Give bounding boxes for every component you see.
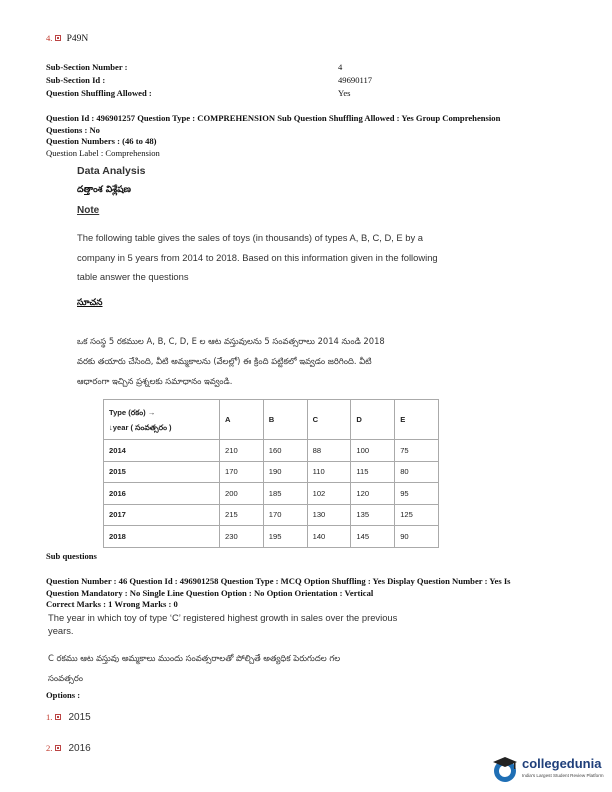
table-row: [104, 461, 439, 483]
table-cell: 140: [307, 526, 351, 548]
table-corner-header: [104, 400, 220, 440]
meta-value-subsection-id: 49690117: [338, 75, 373, 85]
row-year: 2015: [104, 461, 220, 483]
sales-table: [103, 399, 439, 548]
table-cell: 195: [263, 526, 307, 548]
question-46-text-te-1: C రకము ఆట వస్తువు అమ్మకాలు ముందు సంవత్సరాలతో పోల్చితే అత్యధిక పెరుగుదల గల: [48, 653, 341, 663]
table-cell: 75: [395, 440, 439, 462]
table-cell: 190: [263, 461, 307, 483]
telugu-line-2: వరకు తయారు చేసింది, వీటి అమ్మకాలను (వేలల్లో) ఈ క్రింది పట్టికలో ఇవ్వడం జరిగింది. వీటి: [77, 356, 372, 366]
column-header-e: E: [395, 400, 439, 440]
table-cell: 130: [307, 504, 351, 526]
table-cell: 170: [263, 504, 307, 526]
meta-label-subsection-number: Sub-Section Number :: [46, 62, 128, 72]
table-cell: 95: [395, 483, 439, 505]
question-46-line2: Question Mandatory : No Single Line Question Option : No Option Orientation : Vertical: [46, 587, 374, 598]
table-cell: 80: [395, 461, 439, 483]
question-46-text-te-2: సంవత్సరం: [48, 673, 84, 683]
question-info-line2: Questions : No: [46, 124, 100, 135]
question-header: [46, 33, 88, 44]
table-row: [104, 526, 439, 548]
table-cell: 230: [220, 526, 264, 548]
note-text: [77, 228, 497, 287]
brand-tagline: India's Largest Student Review Platform: [522, 773, 604, 778]
collegedunia-logo: [490, 752, 610, 788]
graduate-icon: [490, 754, 520, 784]
question-index: 4.: [46, 33, 53, 43]
option-number: 1.: [46, 712, 53, 722]
table-cell: 115: [351, 461, 395, 483]
question-numbers: Question Numbers : (46 to 48): [46, 136, 157, 147]
telugu-line-3: ఆధారంగా ఇచ్చిన ప్రశ్నలకు సమాధానం ఇవ్వండి.: [77, 376, 233, 386]
table-cell: 170: [220, 461, 264, 483]
table-cell: 210: [220, 440, 264, 462]
question-label: Question Label : Comprehension: [46, 147, 160, 158]
table-cell: 125: [395, 504, 439, 526]
telugu-note: [77, 331, 477, 391]
table-cell: 215: [220, 504, 264, 526]
question-code: P49N: [66, 34, 89, 44]
option-1[interactable]: [46, 707, 91, 725]
row-year: 2018: [104, 526, 220, 548]
question-46-text-en: [48, 612, 468, 637]
table-cell: 88: [307, 440, 351, 462]
suchana-label: సూచన: [77, 298, 103, 308]
table-cell: 200: [220, 483, 264, 505]
column-header-a: A: [220, 400, 264, 440]
table-cell: 185: [263, 483, 307, 505]
image-placeholder-icon: [55, 35, 61, 41]
table-cell: 135: [351, 504, 395, 526]
meta-value-subsection-number: 4: [338, 62, 343, 72]
meta-labels: [46, 61, 152, 100]
table-header-row: [104, 400, 439, 440]
row-year: 2017: [104, 504, 220, 526]
type-header: Type (రకం) →: [109, 407, 156, 417]
options-label: Options :: [46, 690, 81, 700]
table-cell: 145: [351, 526, 395, 548]
telugu-line-1: ఒక సంస్థ 5 రకముల A, B, C, D, E ల ఆట వస్తువులను 5 సంవత్సరాలు 2014 నుండి 2018: [77, 336, 385, 346]
question-46-line1: Question Number : 46 Question Id : 496901258 Question Type : MCQ Option Shuffling : Yes Display Question Number : Yes Is: [46, 576, 511, 586]
question-46-text-en-1: The year in which toy of type ‘C’ registered highest growth in sales over the previous: [48, 612, 398, 623]
column-header-c: C: [307, 400, 351, 440]
row-year: 2014: [104, 440, 220, 462]
option-text: 2016: [68, 743, 91, 754]
column-header-b: B: [263, 400, 307, 440]
option-text: 2015: [68, 712, 91, 723]
image-placeholder-icon: [55, 745, 61, 751]
question-info: [46, 113, 576, 159]
year-header: ↓year ( సంవత్సరం ): [109, 422, 172, 432]
note-label: Note: [77, 205, 100, 216]
table-cell: 102: [307, 483, 351, 505]
note-line-3: table answer the questions: [77, 271, 189, 282]
table-row: [104, 440, 439, 462]
row-year: 2016: [104, 483, 220, 505]
table-row: [104, 483, 439, 505]
comprehension-title-te: దత్తాంశ విశ్లేషణ: [77, 185, 131, 195]
comprehension-title-en: Data Analysis: [77, 165, 146, 177]
question-info-line1: Question Id : 496901257 Question Type : COMPREHENSION Sub Question Shuffling Allowed : Yes Group Comprehension: [46, 113, 501, 123]
brand-name: collegedunia: [522, 756, 602, 771]
meta-value-shuffling: Yes: [338, 88, 351, 98]
table-cell: 90: [395, 526, 439, 548]
table-cell: 120: [351, 483, 395, 505]
note-line-1: The following table gives the sales of toys (in thousands) of types A, B, C, D, E by a: [77, 232, 424, 243]
question-46-info: [46, 576, 581, 611]
option-number: 2.: [46, 743, 53, 753]
sub-questions-label: Sub questions: [46, 551, 97, 561]
meta-label-shuffling: Question Shuffling Allowed :: [46, 88, 152, 98]
meta-label-subsection-id: Sub-Section Id :: [46, 75, 106, 85]
table-cell: 160: [263, 440, 307, 462]
question-46-text-te: [48, 648, 448, 688]
meta-values: [338, 61, 372, 100]
column-header-d: D: [351, 400, 395, 440]
table-cell: 100: [351, 440, 395, 462]
question-46-text-en-2: years.: [48, 624, 74, 636]
note-line-2: company in 5 years from 2014 to 2018. Based on this information given in the following: [77, 251, 438, 263]
table-row: [104, 504, 439, 526]
image-placeholder-icon: [55, 714, 61, 720]
table-cell: 110: [307, 461, 351, 483]
question-46-marks: Correct Marks : 1 Wrong Marks : 0: [46, 599, 178, 610]
option-2[interactable]: [46, 738, 91, 756]
